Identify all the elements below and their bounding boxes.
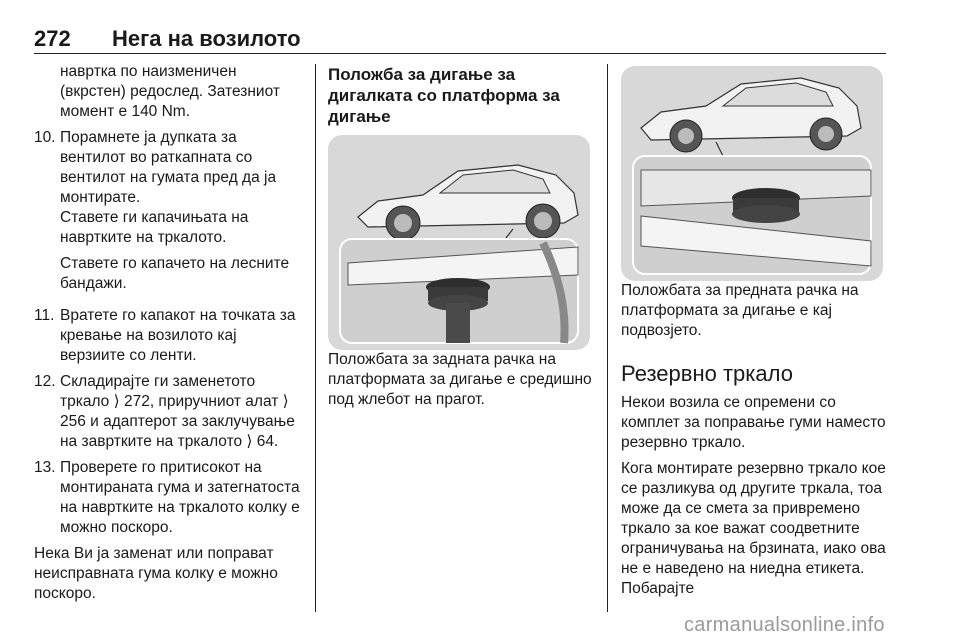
spare-wheel-paragraph-2: Кога монтирате резервно тркало кое се разликува од другите тркала, тоа може да се смета за привремено тркало за кое важат соодветните ограничувања на брзината, иако ова не е наведено на ниедна етикета. Побарајте: [621, 460, 886, 597]
column-left: [34, 62, 304, 610]
front-lift-point-illustration: [621, 66, 883, 281]
list-item-subtext: Ставете ги капачињата на навртките на тркалото.: [60, 209, 249, 246]
list-item: [34, 306, 304, 366]
watermark: carmanualsonline.info: [684, 614, 885, 636]
spare-wheel-paragraph-1: Некои возила се опремени со комплет за поправање гуми наместо резервно тркало.: [621, 394, 886, 451]
list-item-text: Проверете го притисокот на монтираната гума и затегнатоста на навртките на тркалото колку е можно поскоро.: [60, 459, 300, 536]
list-item-text: Вратете го капакот на точката за кревање на возилото кај верзиите со ленти.: [60, 307, 296, 364]
list-item-number: 13.: [34, 459, 56, 476]
list-item-number: 12.: [34, 373, 56, 390]
lift-position-heading: Положба за дигање за дигалката со платформа за дигање: [328, 65, 560, 126]
column-right: [621, 62, 887, 605]
continuation-text: наврткa по наизменичен (вкрстен) редослед. Затезниот момент е 140 Nm.: [60, 63, 280, 120]
page-number: 272: [34, 26, 71, 51]
column-divider-1: [315, 64, 316, 612]
front-lift-caption: Положбата за предната рачка на платформата за дигање е кај подвозјето.: [621, 282, 859, 339]
list-item-number: 10.: [34, 129, 56, 146]
column-middle: [328, 62, 596, 416]
rear-lift-caption: Положбата за задната рачка на платформата за дигање е средишно под жлебот на прагот.: [328, 351, 592, 408]
header-rule: [34, 53, 886, 54]
step-list: [34, 128, 304, 538]
list-item-subtext: Ставете го капачето на лесните бандажи.: [60, 255, 290, 292]
detail-inset: [340, 239, 578, 343]
rear-lift-point-illustration: [328, 135, 590, 350]
detail-inset: [633, 156, 871, 274]
list-item: [34, 458, 304, 538]
closing-paragraph: Нека Ви ја заменат или поправат неисправната гума колку е можно поскоро.: [34, 545, 278, 602]
column-divider-2: [607, 64, 608, 612]
list-item-text: Порамнете ја дупката за вентилот во раткапната со вентилот на гумата пред да ја монтирате.: [60, 129, 277, 206]
chapter-title: Нега на возилото: [112, 26, 301, 51]
list-item-number: 11.: [34, 307, 55, 324]
list-item-text: Складирајте ги заменетото тркало ⟩ 272, приручниот алат ⟩ 256 и адаптерот за заклучување на завртките на тркалото ⟩ 64.: [60, 373, 295, 450]
list-item: [34, 128, 304, 300]
list-item: [34, 372, 304, 452]
spare-wheel-heading: Резервно тркало: [621, 361, 793, 386]
page-header: [34, 26, 886, 56]
